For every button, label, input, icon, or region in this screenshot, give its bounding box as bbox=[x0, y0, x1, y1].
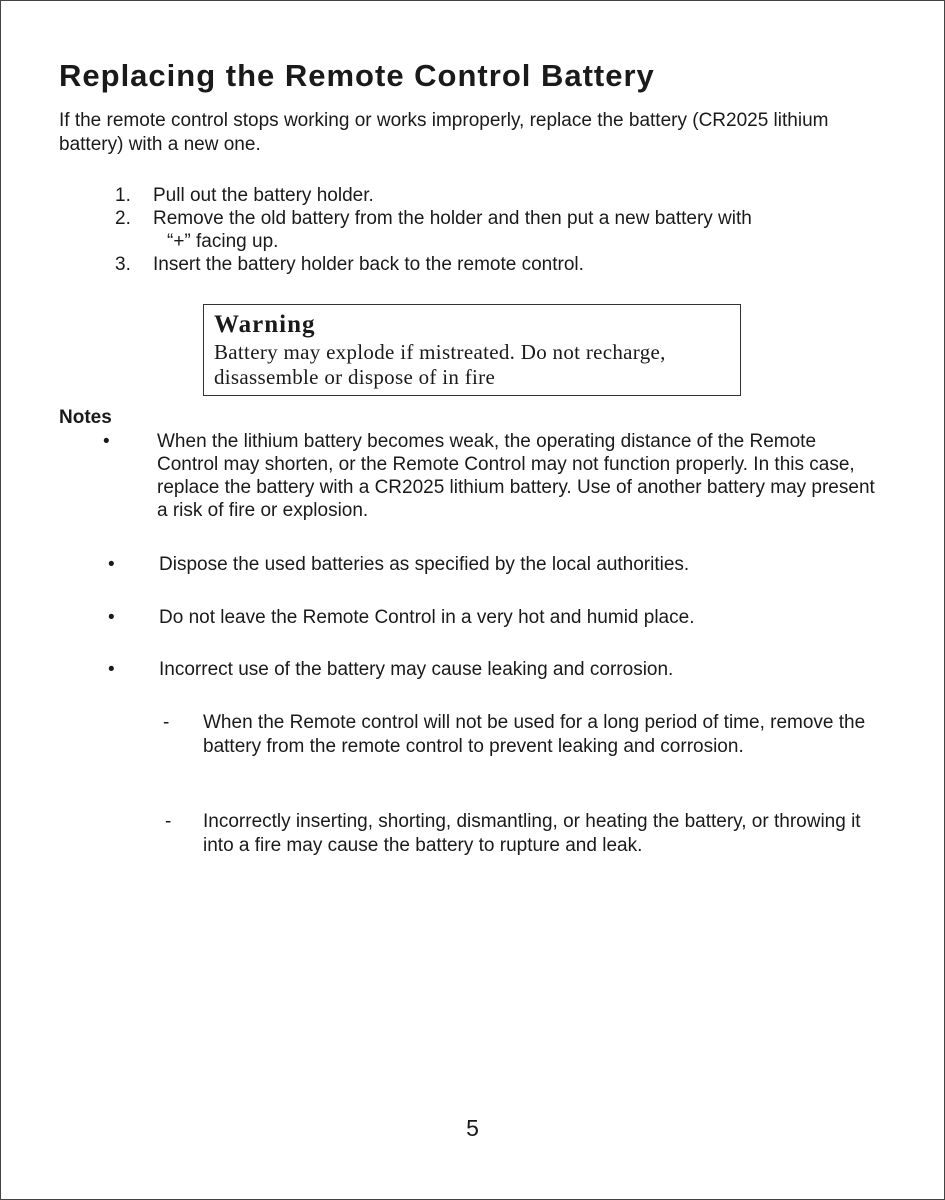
step-item bbox=[115, 184, 895, 207]
note-text: Dispose the used batteries as specified by the local authorities. bbox=[159, 554, 690, 575]
dash-icon: - bbox=[165, 811, 172, 832]
step-text-continuation: “+” facing up. bbox=[167, 231, 279, 252]
bullet-icon: • bbox=[108, 607, 115, 628]
step-text bbox=[153, 207, 895, 253]
warning-title: Warning bbox=[214, 311, 316, 338]
bullet-icon: • bbox=[103, 431, 110, 452]
bullet-icon: • bbox=[108, 659, 115, 680]
step-text: Insert the battery holder back to the remote control. bbox=[153, 254, 584, 275]
warning-text: Battery may explode if mistreated. Do not recharge, disassemble or dispose of in fire bbox=[214, 340, 666, 389]
step-number: 1. bbox=[115, 185, 131, 206]
warning-box bbox=[203, 304, 741, 396]
page-number: 5 bbox=[466, 1115, 479, 1141]
step-item bbox=[115, 253, 895, 276]
page-title: Replacing the Remote Control Battery bbox=[59, 58, 655, 93]
step-number: 3. bbox=[115, 254, 131, 275]
steps-list bbox=[115, 184, 895, 276]
step-item bbox=[115, 207, 895, 253]
step-number: 2. bbox=[115, 208, 131, 229]
intro-paragraph: If the remote control stops working or works improperly, replace the battery (CR2025 lithium battery) with a new one. bbox=[59, 110, 829, 155]
step-text: Pull out the battery holder. bbox=[153, 185, 374, 206]
note-text: Do not leave the Remote Control in a very hot and humid place. bbox=[159, 607, 695, 628]
dash-icon: - bbox=[163, 712, 170, 733]
bullet-icon: • bbox=[108, 554, 115, 575]
note-text: When the lithium battery becomes weak, the operating distance of the Remote Control may shorten, or the Remote Control may not function properly. In this case, replace the battery with a CR2025 lithium battery. Use of another battery may present a risk of fire or explosion. bbox=[157, 431, 875, 521]
sub-note-text: Incorrectly inserting, shorting, dismantling, or heating the battery, or throwing it into a fire may cause the battery to rupture and leak. bbox=[203, 811, 861, 856]
step-text-line: Remove the old battery from the holder and then put a new battery with bbox=[153, 208, 752, 229]
notes-heading: Notes bbox=[59, 407, 112, 428]
note-text: Incorrect use of the battery may cause leaking and corrosion. bbox=[159, 659, 674, 680]
sub-note-text: When the Remote control will not be used for a long period of time, remove the battery from the remote control to prevent leaking and corrosion. bbox=[203, 712, 866, 757]
